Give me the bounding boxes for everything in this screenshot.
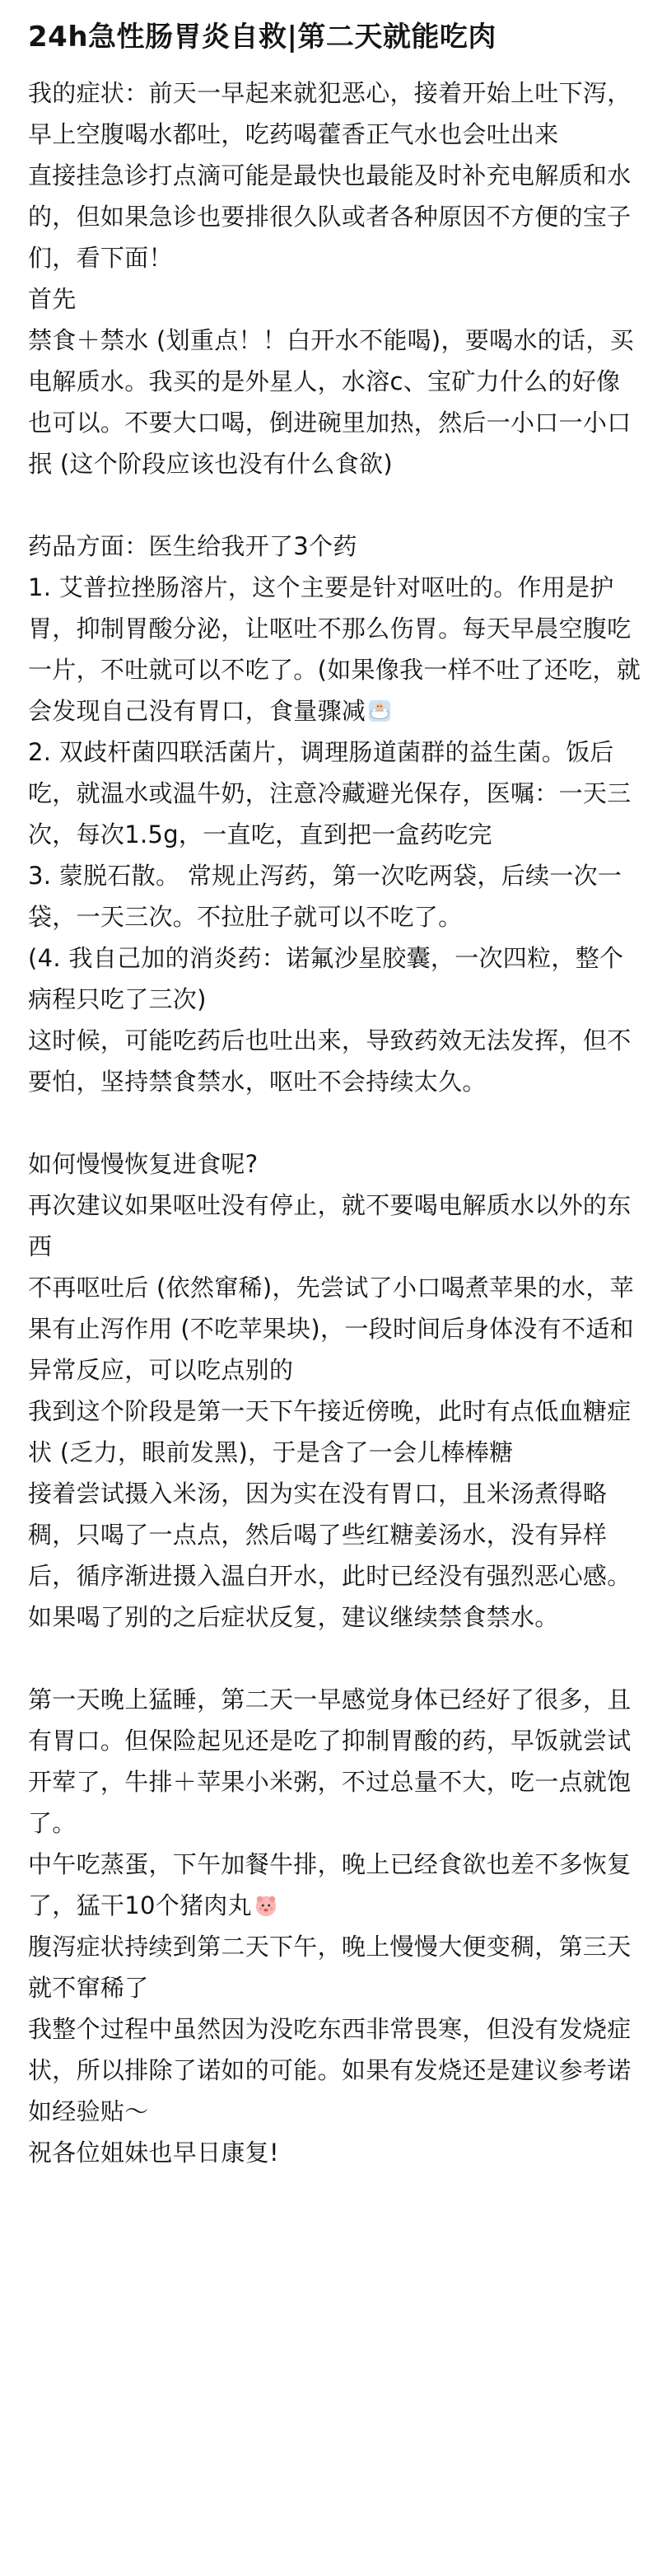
recovery-step-5: 如果喝了别的之后症状反复，建议继续禁食禁水。	[28, 1603, 559, 1631]
med-item-1-text: 1. 艾普拉挫肠溶片，这个主要是针对呕吐的。作用是护胃，抑制胃酸分泌，让呕吐不那么伤胃。每天早晨空腹吃一片，不吐就可以不吃了。(如果像我一样不吐了还吃，就会发现自己没有胃口，食量骤减	[28, 573, 641, 725]
day2-paragraph-2	[28, 1844, 644, 1926]
recovery-step-1: 再次建议如果呕吐没有停止，就不要喝电解质水以外的东西	[28, 1191, 632, 1260]
paragraph-gap	[28, 1638, 644, 1679]
recovery-step-2: 不再呕吐后 (依然窜稀)，先尝试了小口喝煮苹果的水，苹果有止泻作用 (不吃苹果块)，一段时间后身体没有不适和异常反应，可以吃点别的	[28, 1274, 634, 1384]
recovery-step-3: 我到这个阶段是第一天下午接近傍晚，此时有点低血糖症状 (乏力，眼前发黑)，于是含了一会儿棒棒糖	[28, 1397, 632, 1466]
first-heading: 首先	[28, 285, 77, 313]
med-item-4: (4. 我自己加的消炎药：诺氟沙星胶囊，一次四粒，整个病程只吃了三次)	[28, 944, 624, 1013]
meds-note: 这时候，可能吃药后也吐出来，导致药效无法发挥，但不要怕，坚持禁食禁水，呕吐不会持续太久。	[28, 1026, 632, 1096]
day2-paragraph-3: 腹泻症状持续到第二天下午，晚上慢慢大便变稠，第三天就不窜稀了	[28, 1933, 632, 2002]
post-title: 24h急性肠胃炎自救|第二天就能吃肉	[28, 21, 496, 54]
post-body	[28, 72, 644, 2173]
day2-paragraph-1: 第一天晚上猛睡，第二天一早感觉身体已经好了很多，且有胃口。但保险起见还是吃了抑制胃酸的药，早饭就尝试开荤了，牛排＋苹果小米粥，不过总量不大，吃一点就饱了。	[28, 1685, 632, 1837]
med-item-3: 3. 蒙脱石散。 常规止泻药，第一次吃两袋，后续一次一袋，一天三次。不拉肚子就可以不吃了。	[28, 862, 622, 931]
paragraph-gap	[28, 1102, 644, 1143]
symptoms-paragraph: 我的症状：前天一早起来就犯恶心，接着开始上吐下泻，早上空腹喝水都吐，吃药喝藿香正气水也会吐出来	[28, 79, 632, 148]
recovery-step-4: 接着尝试摄入米汤，因为实在没有胃口，且米汤煮得略稠，只喝了一点点，然后喝了些红糖姜汤水，没有异样后，循序渐进摄入温白开水，此时已经没有强烈恶心感。	[28, 1480, 632, 1590]
paragraph-gap	[28, 484, 644, 526]
med-item-2: 2. 双歧杆菌四联活菌片，调理肠道菌群的益生菌。饭后吃，就温水或温牛奶，注意冷藏避光保存，医嘱：一天三次，每次1.5g，一直吃，直到把一盒药吃完	[28, 738, 632, 849]
cute-face-emoji-icon	[254, 1893, 278, 1918]
meds-heading: 药品方面：医生给我开了3个药	[28, 532, 357, 560]
closing-wish: 祝各位姐妹也早日康复!	[28, 2139, 279, 2167]
fasting-paragraph: 禁食＋禁水 (划重点！！白开水不能喝)，要喝水的话，买电解质水。我买的是外星人，水溶c、宝矿力什么的好像也可以。不要大口喝，倒进碗里加热，然后一小口一小口抿 (这个阶段应该也没有什么食欲)	[28, 326, 634, 478]
day2-paragraph-2-text: 中午吃蒸蛋，下午加餐牛排，晚上已经食欲也差不多恢复了，猛干10个猪肉丸	[28, 1850, 632, 1919]
recovery-heading: 如何慢慢恢复进食呢?	[28, 1150, 259, 1178]
med-item-1	[28, 567, 644, 732]
iv-advice-paragraph: 直接挂急诊打点滴可能是最快也最能及时补充电解质和水的，但如果急诊也要排很久队或者各种原因不方便的宝子们，看下面！	[28, 161, 632, 272]
closing-paragraph: 我整个过程中虽然因为没吃东西非常畏寒，但没有发烧症状，所以排除了诺如的可能。如果有发烧还是建议参考诺如经验贴～	[28, 2015, 632, 2125]
bathtub-emoji-icon	[367, 699, 392, 723]
